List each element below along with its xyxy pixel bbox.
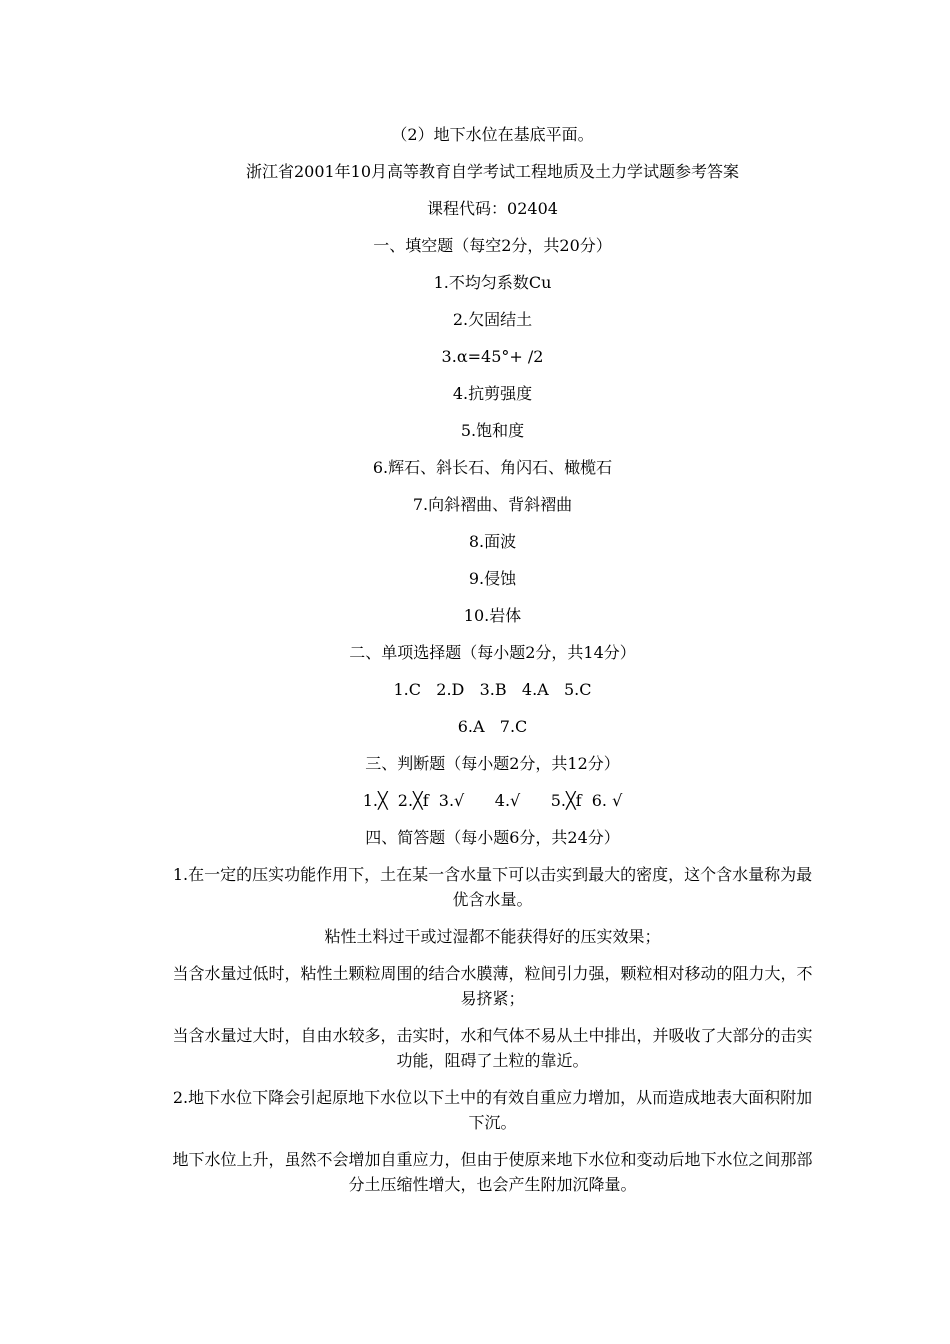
section-3-heading: 三、判断题（每小题2分，共12分） xyxy=(365,754,620,773)
fill-answer-2: 2.欠固结土 xyxy=(452,310,533,329)
document-body xyxy=(170,122,815,1209)
fill-answer-8: 8.面波 xyxy=(468,532,517,551)
choice-answers-row-2: 6.A 7.C xyxy=(457,717,528,736)
fill-answer-1: 1.不均匀系数Cu xyxy=(433,273,552,292)
section-1-heading: 一、填空题（每空2分，共20分） xyxy=(373,236,612,255)
fill-answer-3: 3.α=45°+ /2 xyxy=(441,347,544,366)
short-answer-paragraph: 当含水量过大时，自由水较多，击实时，水和气体不易从土中排出，并吸收了大部分的击实功能，阻碍了土粒的靠近。 xyxy=(172,1026,813,1070)
fill-answer-6: 6.辉石、斜长石、角闪石、橄榄石 xyxy=(372,458,613,477)
judgment-answers: 1.╳ 2.╳f 3.√ 4.√ 5.╳f 6. √ xyxy=(362,791,623,810)
fill-answer-4: 4.抗剪强度 xyxy=(452,384,533,403)
fill-answer-9: 9.侵蚀 xyxy=(468,569,517,588)
section-4-heading: 四、简答题（每小题6分，共24分） xyxy=(365,828,620,847)
fill-answer-10: 10.岩体 xyxy=(463,606,522,625)
choice-answers-row-1: 1.C 2.D 3.B 4.A 5.C xyxy=(393,680,592,699)
fill-answer-7: 7.向斜褶曲、背斜褶曲 xyxy=(412,495,573,514)
short-answer-paragraph: 2.地下水位下降会引起原地下水位以下土中的有效自重应力增加，从而造成地表大面积附加下沉。 xyxy=(172,1088,813,1132)
fill-answer-5: 5.饱和度 xyxy=(460,421,525,440)
section-2-heading: 二、单项选择题（每小题2分，共14分） xyxy=(349,643,636,662)
short-answer-paragraph: 1.在一定的压实功能作用下，土在某一含水量下可以击实到最大的密度，这个含水量称为最优含水量。 xyxy=(172,865,813,909)
short-answer-paragraph: 当含水量过低时，粘性土颗粒周围的结合水膜薄，粒间引力强，颗粒相对移动的阻力大，不易挤紧； xyxy=(172,964,813,1008)
document-title: 浙江省2001年10月高等教育自学考试工程地质及土力学试题参考答案 xyxy=(245,162,740,181)
header-line: （2）地下水位在基底平面。 xyxy=(391,125,594,144)
short-answer-paragraph: 地下水位上升，虽然不会增加自重应力，但由于使原来地下水位和变动后地下水位之间那部分土压缩性增大，也会产生附加沉降量。 xyxy=(172,1150,813,1194)
course-code: 课程代码：02404 xyxy=(427,199,558,218)
short-answer-paragraph: 粘性土料过干或过湿都不能获得好的压实效果； xyxy=(324,927,661,946)
